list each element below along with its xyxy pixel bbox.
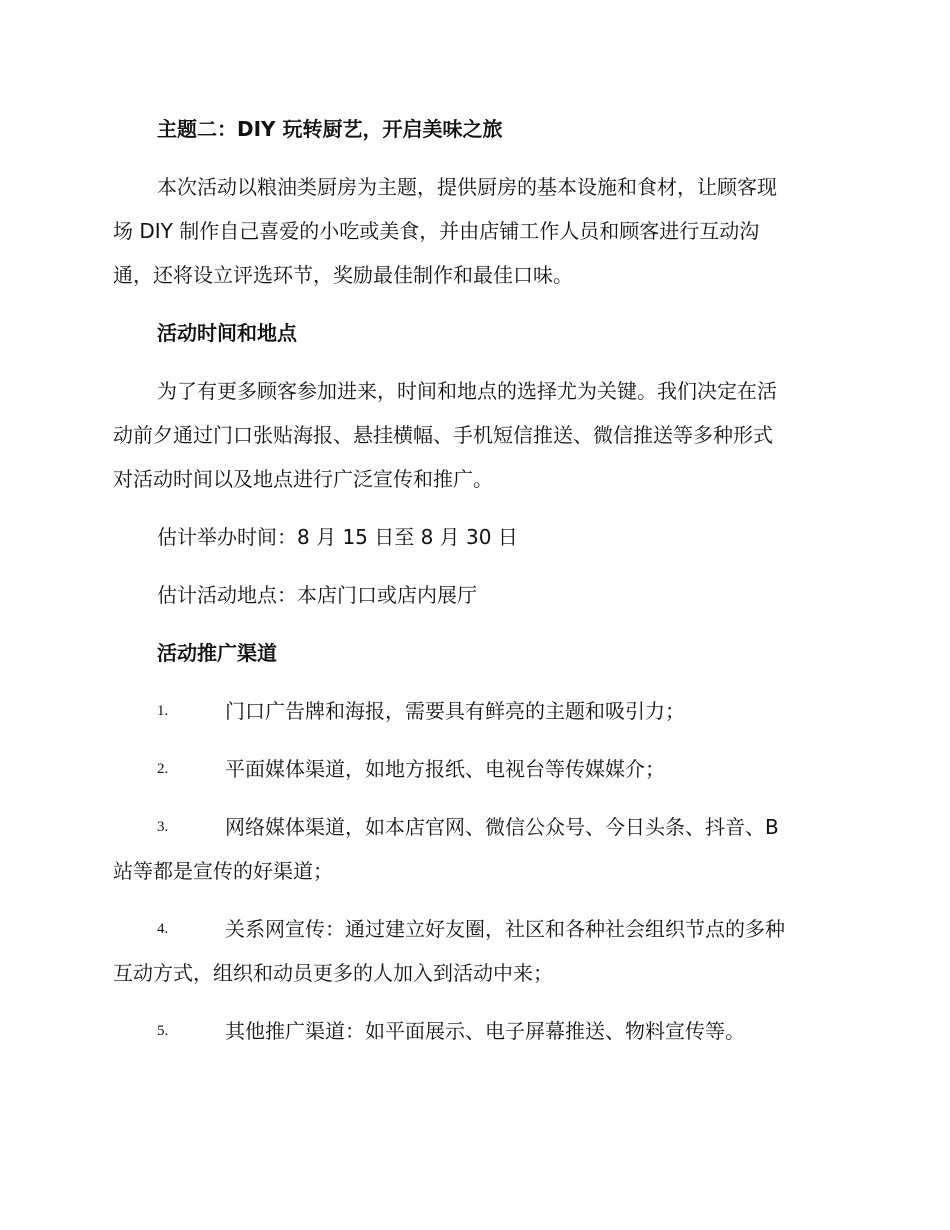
channels-heading: 活动推广渠道 [157,641,277,665]
theme-heading: 主题二：DIY 玩转厨艺，开启美味之旅 [157,117,503,141]
list-item-number: 3. [157,819,169,835]
list-item-number: 4. [157,921,169,937]
list-item-continuation: 互动方式，组织和动员更多的人加入到活动中来； [113,961,553,985]
list-item-continuation: 站等都是宣传的好渠道； [113,859,333,883]
list-item-number: 5. [157,1023,169,1039]
list-item-text: 门口广告牌和海报，需要具有鲜亮的主题和吸引力； [225,699,685,723]
intro-paragraph-line: 通，还将设立评选环节，奖励最佳制作和最佳口味。 [113,263,573,287]
list-item-number: 1. [157,703,169,719]
list-item-number: 2. [157,761,169,777]
estimated-place: 估计活动地点：本店门口或店内展厅 [157,583,477,607]
intro-paragraph-line: 本次活动以粮油类厨房为主题，提供厨房的基本设施和食材，让顾客现 [157,175,777,199]
time-place-paragraph-line: 动前夕通过门口张贴海报、悬挂横幅、手机短信推送、微信推送等多种形式 [113,423,773,447]
list-item-text: 其他推广渠道：如平面展示、电子屏幕推送、物料宣传等。 [225,1019,745,1043]
estimated-time: 估计举办时间：8 月 15 日至 8 月 30 日 [157,525,518,549]
list-item-text: 平面媒体渠道，如地方报纸、电视台等传媒媒介； [225,757,665,781]
list-item-text: 关系网宣传：通过建立好友圈，社区和各种社会组织节点的多种 [225,917,785,941]
list-item-text: 网络媒体渠道，如本店官网、微信公众号、今日头条、抖音、B [225,815,779,839]
time-place-paragraph-line: 对活动时间以及地点进行广泛宣传和推广。 [113,467,493,491]
intro-paragraph-line: 场 DIY 制作自己喜爱的小吃或美食，并由店铺工作人员和顾客进行互动沟 [113,219,760,243]
time-place-paragraph-line: 为了有更多顾客参加进来，时间和地点的选择尤为关键。我们决定在活 [157,379,777,403]
time-place-heading: 活动时间和地点 [157,321,297,345]
